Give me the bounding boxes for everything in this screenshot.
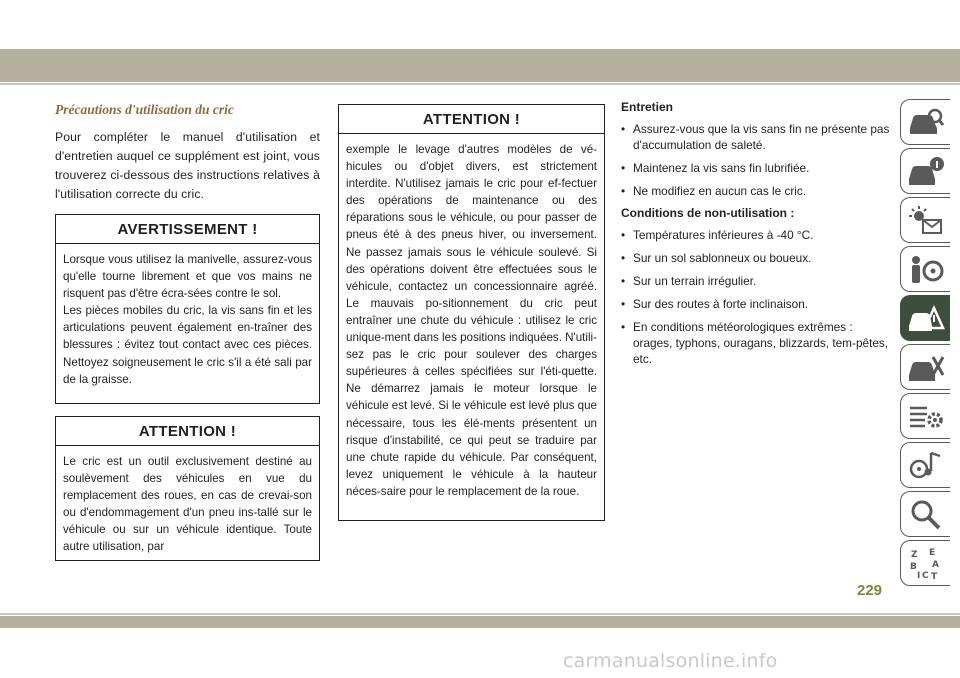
svg-text:E: E <box>929 548 936 558</box>
chapter-tabs <box>896 99 956 589</box>
tab-roadside-emergency[interactable] <box>900 295 950 341</box>
tab-car-search[interactable] <box>900 99 950 145</box>
non-use-heading: Conditions de non-utilisation : <box>621 206 795 220</box>
warning-lights-icon <box>907 204 945 238</box>
list-item: • Assurez-vous que la vis sans fin ne présente pas d'accumulation de saleté. <box>621 121 891 153</box>
maintenance-heading: Entretien <box>621 100 674 114</box>
warning-box-title: AVERTISSEMENT ! <box>56 215 319 244</box>
list-item: • Sur un sol sablonneux ou boueux. <box>621 250 891 266</box>
tab-car-info[interactable] <box>900 148 950 194</box>
roadside-emergency-icon <box>907 302 945 336</box>
svg-text:T: T <box>931 572 938 581</box>
svg-text:Z: Z <box>911 550 918 560</box>
tab-multimedia[interactable] <box>900 442 950 488</box>
watermark: carmanualsonline.info <box>563 650 778 672</box>
header-band <box>0 49 960 82</box>
svg-text:I: I <box>917 571 921 581</box>
page-number: 229 <box>857 582 883 599</box>
list-item: • Températures inférieures à -40 °C. <box>621 227 891 243</box>
caution-box-1 <box>55 416 320 561</box>
car-search-icon <box>907 106 945 140</box>
list-item: • Sur des routes à forte inclinaison. <box>621 296 891 312</box>
tab-index[interactable] <box>900 540 950 586</box>
caution-box-2-title: ATTENTION ! <box>339 105 604 134</box>
svg-text:C: C <box>922 571 929 581</box>
warning-box-body <box>56 244 319 394</box>
list-item: • Sur un terrain irrégulier. <box>621 273 891 289</box>
right-column <box>621 100 891 374</box>
list-item: • Maintenez la vis sans fin lubrifiée. <box>621 160 891 176</box>
warning-box <box>55 214 320 404</box>
tab-seatbelt-steering[interactable] <box>900 246 950 292</box>
footer-band <box>0 616 960 628</box>
caution-box-2-body: exemple le levage d'autres modèles de vé-hicules ou d'objet divers, est strictement interdite. N'utilisez jamais le cric pour ef-fectuer des opérations de maintenance ou des réparations sous le véhicule, ou pour passer de pneus été à des pneus hiver, ou inversement. Ne passez jamais sous le véhicule soulevé. Si des opérations doivent être effectuées sous le véhicule, contactez un concessionnaire agréé. Le mauvais po-sitionnement du cric peut entraîner une chute du véhicule : utilisez le cric unique-ment dans les positions indiquées. N'utili-sez pas le cric pour soulever des charges supérieures à celles spécifiées sur l'éti-quette. Ne démarrez jamais le moteur lorsque le véhicule est levé. Si le véhicule est levé plus que nécessaire, tous les élé-ments présentent un risque d'instabilité, ce qui peut se traduire par une chute rapide du véhicule. Par conséquent, levez uniquement le véhicule à la hauteur néces-saire pour le remplacement de la roue. <box>346 143 597 498</box>
multimedia-icon <box>907 449 945 483</box>
warning-paragraph: Les pièces mobiles du cric, la vis sans fin et les articulations peuvent également en-traîner des blessures : évitez tout contact avec ces pièces. Nettoyez soigneusement le cric s'il a été sali par de la graisse. <box>63 304 312 386</box>
tab-specs[interactable] <box>900 393 950 439</box>
car-service-icon <box>907 351 945 385</box>
svg-text:A: A <box>932 560 939 570</box>
tab-car-service[interactable] <box>900 344 950 390</box>
index-az-icon <box>907 547 945 581</box>
svg-text:B: B <box>910 562 917 572</box>
intro-paragraph: Pour compléter le manuel d'utilisation et d'entretien auquel ce supplément est joint, vous trouverez ci-dessous des instructions relatives à l'utilisation correcte du cric. <box>55 130 320 201</box>
caution-box-1-title: ATTENTION ! <box>56 417 319 446</box>
warning-paragraph: Lorsque vous utilisez la manivelle, assurez-vous qu'elle tourne librement et que vos mains ne risquent pas d'être écra-sées contre le sol. <box>63 253 312 301</box>
tab-warning-lights[interactable] <box>900 197 950 243</box>
tab-search[interactable] <box>900 491 950 537</box>
list-item: • Ne modifiez en aucun cas le cric. <box>621 183 891 199</box>
magnifier-icon <box>907 498 945 532</box>
section-title: Précautions d'utilisation du cric <box>55 102 234 117</box>
specs-gear-icon <box>907 400 945 434</box>
caution-box-1-body: Le cric est un outil exclusivement destiné au soulèvement des véhicules en vue du remplacement des roues, en cas de crevai-son ou d'endommagement d'un pneu ins-tallé sur le véhicule ou sur un véhicule identique. Toute autre utilisation, par <box>63 455 312 554</box>
caution-box-2 <box>338 104 605 521</box>
list-item: • En conditions météorologiques extrêmes : orages, typhons, ouragans, blizzards, tem-pêtes, etc. <box>621 319 891 367</box>
seatbelt-steering-icon <box>907 253 945 287</box>
car-info-icon <box>907 155 945 189</box>
